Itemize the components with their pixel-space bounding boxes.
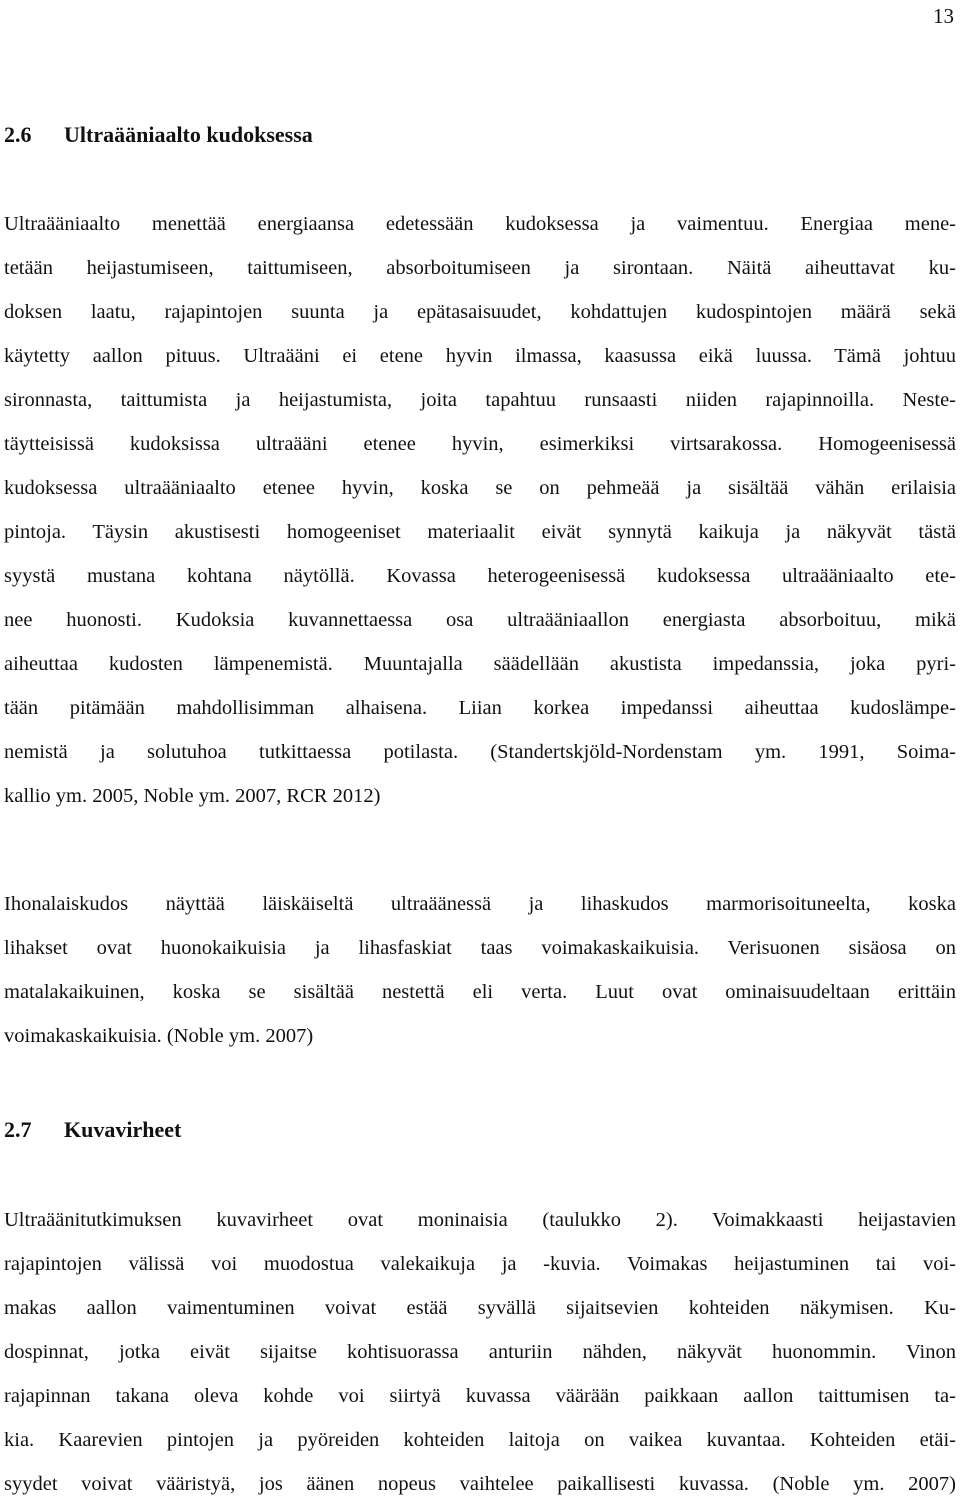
text-line: rajapintojen välissä voi muodostua valekaikuja ja -kuvia. Voimakas heijastuminen tai voi- xyxy=(4,1253,956,1275)
section-heading-2-7 xyxy=(4,1116,181,1144)
text-line: syydet voivat vääristyä, jos äänen nopeus vaihtelee paikallisesti kuvassa. (Noble ym. 2007) xyxy=(4,1473,956,1495)
text-line: pintoja. Täysin akustisesti homogeeniset materiaalit eivät synnytä kaikuja ja näkyvät tästä xyxy=(4,521,956,543)
text-line: kallio ym. 2005, Noble ym. 2007, RCR 2012) xyxy=(4,785,381,807)
text-line: dospinnat, jotka eivät sijaitse kohtisuorassa anturiin nähden, näkyvät huonommin. Vinon xyxy=(4,1341,956,1363)
section-number: 2.6 xyxy=(4,122,32,147)
text-line: nee huonosti. Kudoksia kuvannettaessa osa ultraääniaallon energiasta absorboituu, mikä xyxy=(4,609,956,631)
section-title: Ultraääniaalto kudoksessa xyxy=(64,122,313,147)
text-line: tetään heijastumiseen, taittumiseen, absorboitumiseen ja sirontaan. Näitä aiheuttavat ku- xyxy=(4,257,956,279)
paragraph-image-artifacts xyxy=(4,1198,956,1506)
paragraph-tissue-echogenicity xyxy=(4,882,956,1058)
text-line: aiheuttaa kudosten lämpenemistä. Muuntajalla säädellään akustista impedanssia, joka pyri- xyxy=(4,653,956,675)
text-line: tään pitämään mahdollisimman alhaisena. Liian korkea impedanssi aiheuttaa kudoslämpe- xyxy=(4,697,956,719)
paragraph-ultrasound-in-tissue xyxy=(4,202,956,818)
section-number: 2.7 xyxy=(4,1117,32,1142)
text-line: syystä mustana kohtana näytöllä. Kovassa heterogeenisessä kudoksessa ultraääniaalto ete- xyxy=(4,565,956,587)
text-line: doksen laatu, rajapintojen suunta ja epätasaisuudet, kohdattujen kudospintojen määrä sekä xyxy=(4,301,956,323)
text-line: lihakset ovat huonokaikuisia ja lihasfaskiat taas voimakaskaikuisia. Verisuonen sisäosa on xyxy=(4,937,956,959)
text-line: rajapinnan takana oleva kohde voi siirtyä kuvassa väärään paikkaan aallon taittumisen ta- xyxy=(4,1385,956,1407)
text-line: täytteisissä kudoksissa ultraääni etenee hyvin, esimerkiksi virtsarakossa. Homogeenisessä xyxy=(4,433,956,455)
text-line: käytetty aallon pituus. Ultraääni ei etene hyvin ilmassa, kaasussa eikä luussa. Tämä johtuu xyxy=(4,345,956,367)
text-line: Ultraääniaalto menettää energiaansa edetessään kudoksessa ja vaimentuu. Energiaa mene- xyxy=(4,213,956,235)
text-line: makas aallon vaimentuminen voivat estää syvällä sijaitsevien kohteiden näkymisen. Ku- xyxy=(4,1297,956,1319)
text-line: kia. Kaarevien pintojen ja pyöreiden kohteiden laitoja on vaikea kuvantaa. Kohteiden etäi- xyxy=(4,1429,956,1451)
text-line: voimakaskaikuisia. (Noble ym. 2007) xyxy=(4,1025,314,1047)
text-line: Ultraäänitutkimuksen kuvavirheet ovat moninaisia (taulukko 2). Voimakkaasti heijastavien xyxy=(4,1209,956,1231)
text-line: kudoksessa ultraääniaalto etenee hyvin, koska se on pehmeää ja sisältää vähän erilaisia xyxy=(4,477,956,499)
section-title: Kuvavirheet xyxy=(64,1117,182,1142)
page-number: 13 xyxy=(933,4,954,28)
text-line: Ihonalaiskudos näyttää läiskäiseltä ultraäänessä ja lihaskudos marmorisoituneelta, koska xyxy=(4,893,956,915)
section-heading-2-6 xyxy=(4,121,313,149)
text-line: matalakaikuinen, koska se sisältää nestettä eli verta. Luut ovat ominaisuudeltaan erittäin xyxy=(4,981,956,1003)
text-line: sironnasta, taittumista ja heijastumista, joita tapahtuu runsaasti niiden rajapinnoilla. Neste- xyxy=(4,389,956,411)
text-line: nemistä ja solutuhoa tutkittaessa potilasta. (Standertskjöld-Nordenstam ym. 1991, Soima- xyxy=(4,741,956,763)
